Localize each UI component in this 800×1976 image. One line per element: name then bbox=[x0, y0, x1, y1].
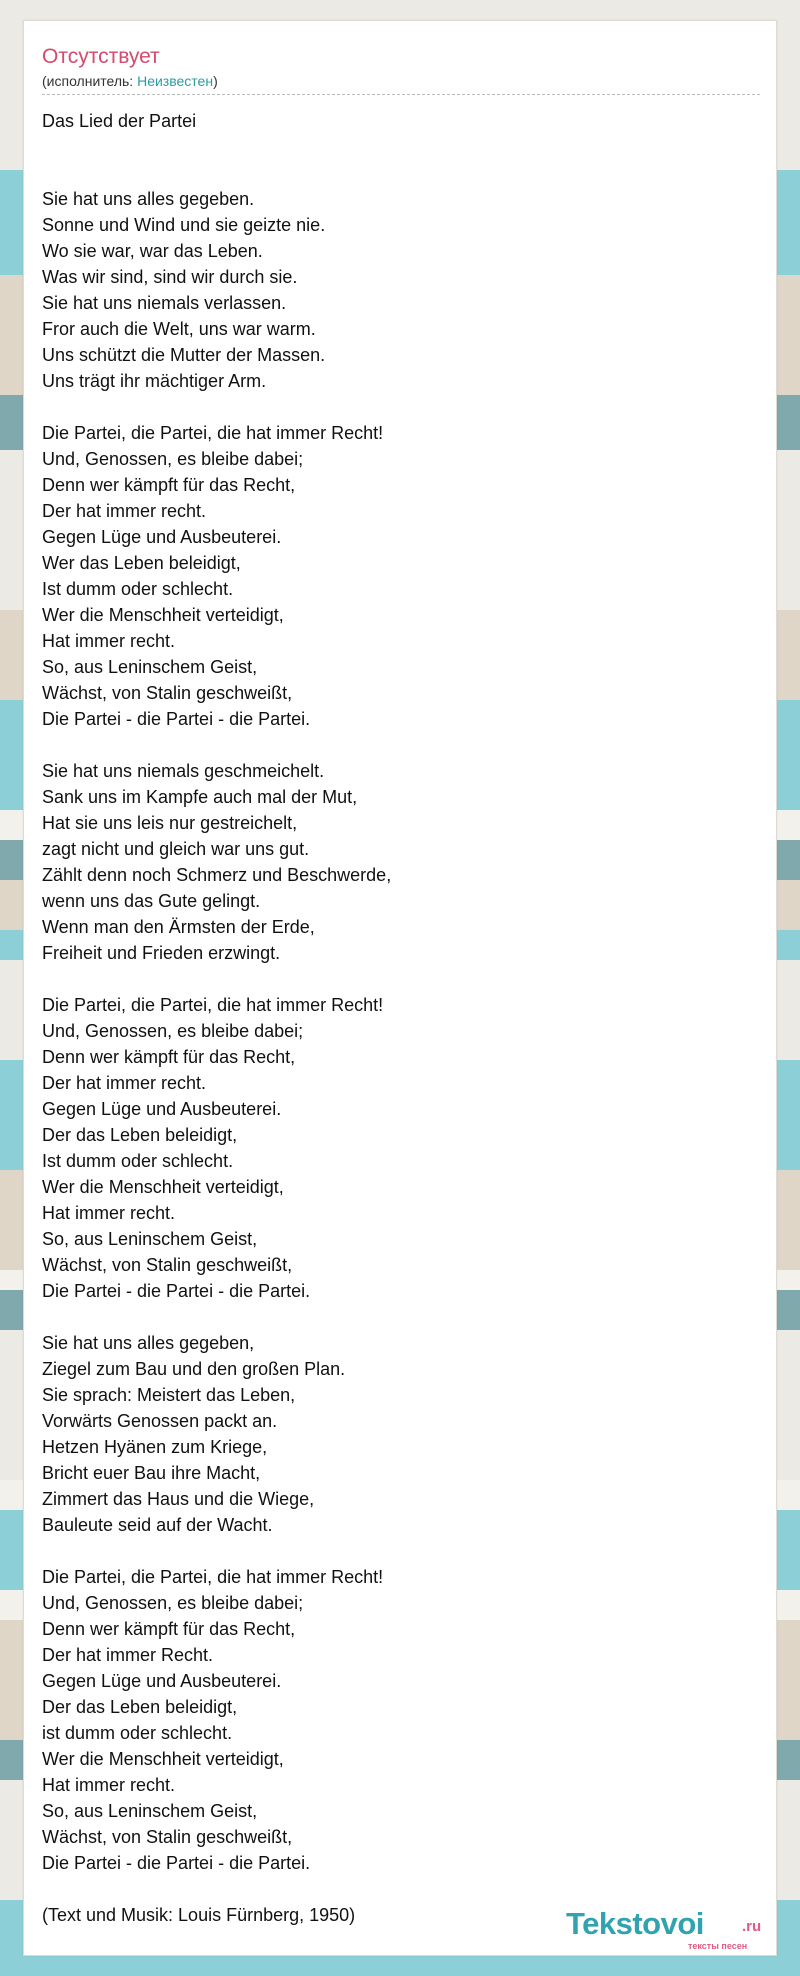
artist-link[interactable]: Неизвестен bbox=[137, 73, 214, 89]
site-logo[interactable] bbox=[566, 1906, 776, 1954]
logo-tld: .ru bbox=[742, 1918, 762, 1935]
logo-word: Tekstovoi bbox=[566, 1906, 704, 1941]
artist-prefix: (исполнитель: bbox=[42, 73, 138, 89]
artist-suffix: ) bbox=[213, 73, 218, 89]
lyrics-text: Das Lied der Partei Sie hat uns alles gegeben. Sonne und Wind und sie geizte nie. Wo sie war, war das Leben. Was wir sind, sind wir durch sie. Sie hat uns niemals verlassen. Fror auch die Welt, uns war warm. Uns schützt die Mutter der Massen. Uns trägt ihr mächtiger Arm. Die Partei, die Partei, die hat immer Recht! Und, Genossen, es bleibe dabei; Denn wer kämpft für das Recht, Der hat immer recht. Gegen Lüge und Ausbeuterei. Wer das Leben beleidigt, Ist dumm oder schlecht. Wer die Menschheit verteidigt, Hat immer recht. So, aus Leninschem Geist, Wächst, von Stalin geschweißt, Die Partei - die Partei - die Partei. Sie hat uns niemals geschmeichelt. Sank uns im Kampfe auch mal der Mut, Hat sie uns leis nur gestreichelt, zagt nicht und gleich war uns gut. Zählt denn noch Schmerz und Beschwerde, wenn uns das Gute gelingt. Wenn man den Ärmsten der Erde, Freiheit und Frieden erzwingt. Die Partei, die Partei, die hat immer Recht! Und, Genossen, es bleibe dabei; Denn wer kämpft für das Recht, Der hat immer recht. Gegen Lüge und Ausbeuterei. Der das Leben beleidigt, Ist dumm oder schlecht. Wer die Menschheit verteidigt, Hat immer recht. So, aus Leninschem Geist, Wächst, von Stalin geschweißt, Die Partei - die Partei - die Partei. Sie hat uns alles gegeben, Ziegel zum Bau und den großen Plan. Sie sprach: Meistert das Leben, Vorwärts Genossen packt an. Hetzen Hyänen zum Kriege, Bricht euer Bau ihre Macht, Zimmert das Haus und die Wiege, Bauleute seid auf der Wacht. Die Partei, die Partei, die hat immer Recht! Und, Genossen, es bleibe dabei; Denn wer kämpft für das Recht, Der hat immer Recht. Gegen Lüge und Ausbeuterei. Der das Leben beleidigt, ist dumm oder schlecht. Wer die Menschheit verteidigt, Hat immer recht. So, aus Leninschem Geist, Wächst, von Stalin geschweißt, Die Partei - die Partei - die Partei. (Text und Musik: Louis Fürnberg, 1950) bbox=[42, 111, 392, 1925]
song-title: Отсутствует bbox=[42, 45, 160, 68]
divider bbox=[42, 94, 760, 95]
lyrics-card bbox=[23, 20, 777, 1956]
logo-tagline: тексты песен bbox=[688, 1941, 748, 1951]
artist-line bbox=[42, 73, 218, 89]
